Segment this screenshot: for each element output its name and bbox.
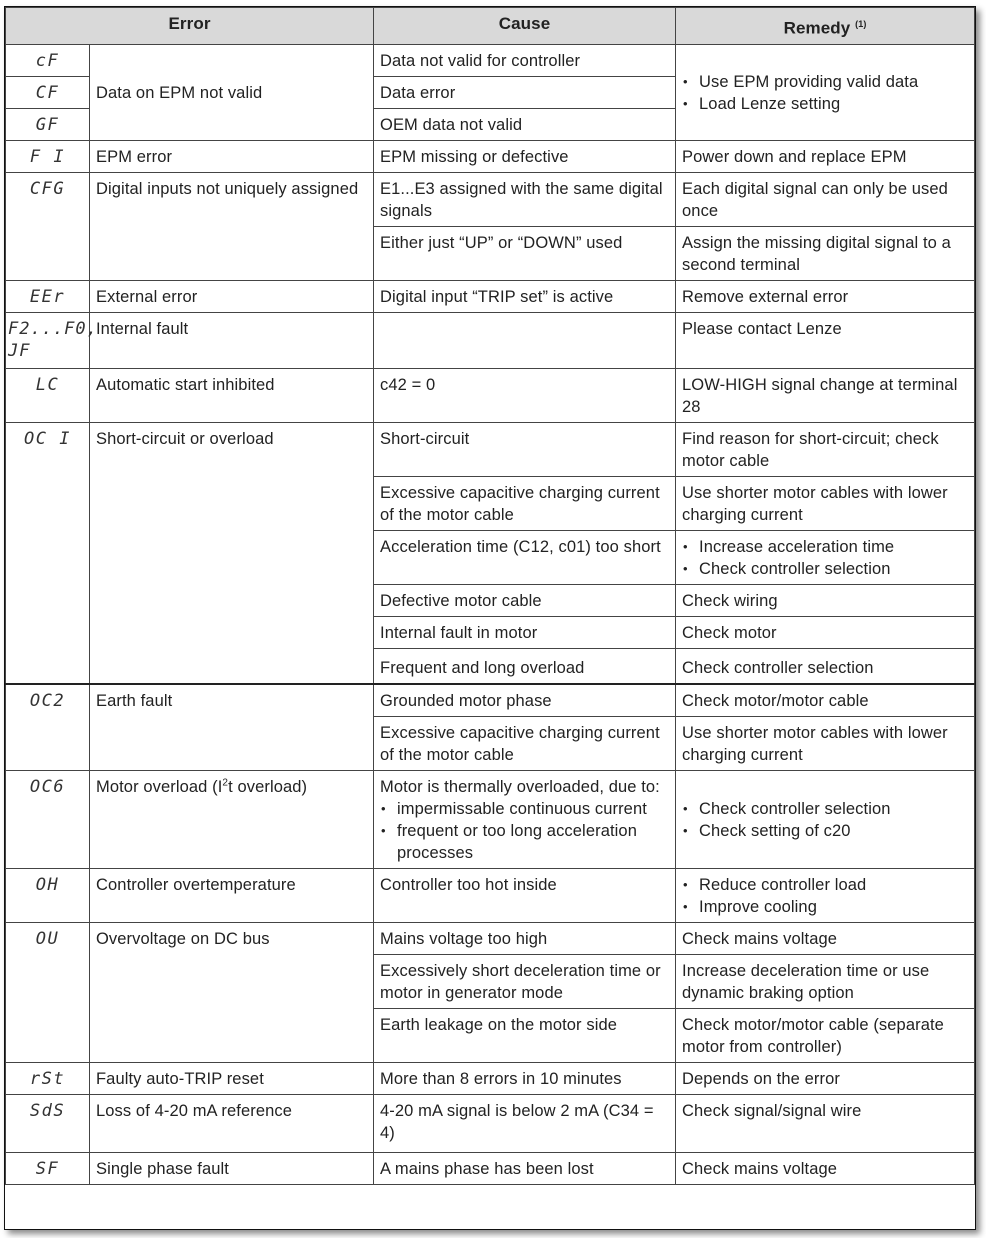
remedy-item: • Check setting of c20 (682, 820, 968, 842)
remedy-cell: Use shorter motor cables with lower charging current (676, 716, 975, 770)
cause-cell: Data error (374, 76, 676, 108)
cause-item: • impermissable continuous current (380, 798, 669, 820)
error-code: OC I (6, 422, 90, 684)
error-description: Controller overtemperature (90, 868, 374, 922)
remedy-cell (676, 868, 975, 922)
error-code: SF (6, 1152, 90, 1184)
cause-intro: Motor is thermally overloaded, due to: (380, 777, 660, 796)
table-row (6, 312, 975, 368)
error-code: rSt (6, 1062, 90, 1094)
remedy-cell: Find reason for short-circuit; check motor cable (676, 422, 975, 476)
cause-cell: Excessive capacitive charging current of the motor cable (374, 716, 676, 770)
cause-list (380, 798, 669, 864)
error-description (90, 770, 374, 868)
error-text-start: Motor overload (I (96, 777, 223, 796)
cause-cell: Either just “UP” or “DOWN” used (374, 226, 676, 280)
remedy-item: • Load Lenze setting (682, 93, 968, 115)
remedy-cell (676, 770, 975, 868)
table-row (6, 684, 975, 717)
remedy-cell: Check wiring (676, 584, 975, 616)
cause-cell: EPM missing or defective (374, 140, 676, 172)
error-description: Earth fault (90, 684, 374, 771)
error-code: SdS (6, 1094, 90, 1152)
error-code: OC2 (6, 684, 90, 771)
table-row (6, 868, 975, 922)
cause-cell: Acceleration time (C12, c01) too short (374, 530, 676, 584)
cause-cell: Short-circuit (374, 422, 676, 476)
remedy-list (682, 536, 968, 580)
remedy-cell: Assign the missing digital signal to a second terminal (676, 226, 975, 280)
error-code: OH (6, 868, 90, 922)
error-description: Data on EPM not valid (90, 44, 374, 140)
error-description: Faulty auto-TRIP reset (90, 1062, 374, 1094)
cause-cell: c42 = 0 (374, 368, 676, 422)
error-code: OU (6, 922, 90, 1062)
error-code: CFG (6, 172, 90, 280)
remedy-cell (676, 530, 975, 584)
remedy-item: • Check controller selection (682, 798, 968, 820)
error-description: Short-circuit or overload (90, 422, 374, 684)
error-code: EEr (6, 280, 90, 312)
error-code: GF (6, 108, 90, 140)
table-row (6, 770, 975, 868)
remedy-cell: Check signal/signal wire (676, 1094, 975, 1152)
remedy-cell: Check motor/motor cable (separate motor from controller) (676, 1008, 975, 1062)
cause-cell: Excessively short deceleration time or motor in generator mode (374, 954, 676, 1008)
error-description: Internal fault (90, 312, 374, 368)
error-description: External error (90, 280, 374, 312)
cause-cell: Internal fault in motor (374, 616, 676, 648)
error-table (5, 7, 975, 1185)
remedy-cell (676, 44, 975, 140)
remedy-cell: Check mains voltage (676, 1152, 975, 1184)
error-table-frame (4, 6, 976, 1230)
error-description: Overvoltage on DC bus (90, 922, 374, 1062)
cause-cell: 4-20 mA signal is below 2 mA (C34 = 4) (374, 1094, 676, 1152)
remedy-cell: Remove external error (676, 280, 975, 312)
error-text-end: t overload) (228, 777, 308, 796)
table-header-row (6, 8, 975, 45)
table-row (6, 368, 975, 422)
table-row (6, 1062, 975, 1094)
error-description: Single phase fault (90, 1152, 374, 1184)
remedy-cell: Check motor/motor cable (676, 684, 975, 717)
error-superscript: 2 (222, 777, 229, 789)
header-cause: Cause (374, 8, 676, 45)
remedy-item: • Improve cooling (682, 896, 968, 918)
header-remedy (676, 8, 975, 45)
error-code: cF (6, 44, 90, 76)
table-row (6, 422, 975, 476)
cause-cell: Defective motor cable (374, 584, 676, 616)
cause-cell: Data not valid for controller (374, 44, 676, 76)
table-row (6, 140, 975, 172)
cause-cell: Digital input “TRIP set” is active (374, 280, 676, 312)
error-description: Loss of 4-20 mA reference (90, 1094, 374, 1152)
cause-cell: Controller too hot inside (374, 868, 676, 922)
table-row (6, 1094, 975, 1152)
remedy-cell: Use shorter motor cables with lower charging current (676, 476, 975, 530)
remedy-item: • Check controller selection (682, 558, 968, 580)
error-description: Automatic start inhibited (90, 368, 374, 422)
cause-cell: More than 8 errors in 10 minutes (374, 1062, 676, 1094)
remedy-list (682, 71, 968, 115)
remedy-item: • Increase acceleration time (682, 536, 968, 558)
remedy-cell: Check controller selection (676, 648, 975, 684)
cause-cell: Grounded motor phase (374, 684, 676, 717)
remedy-cell: Check mains voltage (676, 922, 975, 954)
remedy-cell: Depends on the error (676, 1062, 975, 1094)
header-remedy-note: (1) (855, 19, 867, 29)
remedy-item: • Use EPM providing valid data (682, 71, 968, 93)
remedy-cell: LOW-HIGH signal change at terminal 28 (676, 368, 975, 422)
table-row (6, 922, 975, 954)
table-row (6, 1152, 975, 1184)
cause-cell: Excessive capacitive charging current of the motor cable (374, 476, 676, 530)
cause-cell (374, 770, 676, 868)
cause-cell: OEM data not valid (374, 108, 676, 140)
table-row (6, 44, 975, 76)
error-code: F2...F0, JF (6, 312, 90, 368)
error-description: EPM error (90, 140, 374, 172)
header-remedy-label: Remedy (783, 18, 851, 38)
cause-cell: Frequent and long overload (374, 648, 676, 684)
cause-cell: A mains phase has been lost (374, 1152, 676, 1184)
cause-cell: E1...E3 assigned with the same digital signals (374, 172, 676, 226)
remedy-cell: Power down and replace EPM (676, 140, 975, 172)
error-description: Digital inputs not uniquely assigned (90, 172, 374, 280)
error-code: OC6 (6, 770, 90, 868)
cause-item: • frequent or too long acceleration processes (380, 820, 669, 864)
cause-cell: Earth leakage on the motor side (374, 1008, 676, 1062)
remedy-cell: Check motor (676, 616, 975, 648)
remedy-cell: Each digital signal can only be used once (676, 172, 975, 226)
error-code: F I (6, 140, 90, 172)
remedy-cell: Increase deceleration time or use dynamic braking option (676, 954, 975, 1008)
remedy-item: • Reduce controller load (682, 874, 968, 896)
cause-cell: Mains voltage too high (374, 922, 676, 954)
error-code: CF (6, 76, 90, 108)
cause-cell (374, 312, 676, 368)
error-code: LC (6, 368, 90, 422)
remedy-list (682, 874, 968, 918)
table-row (6, 172, 975, 226)
table-row (6, 280, 975, 312)
remedy-list (682, 798, 968, 842)
remedy-cell: Please contact Lenze (676, 312, 975, 368)
header-error: Error (6, 8, 374, 45)
